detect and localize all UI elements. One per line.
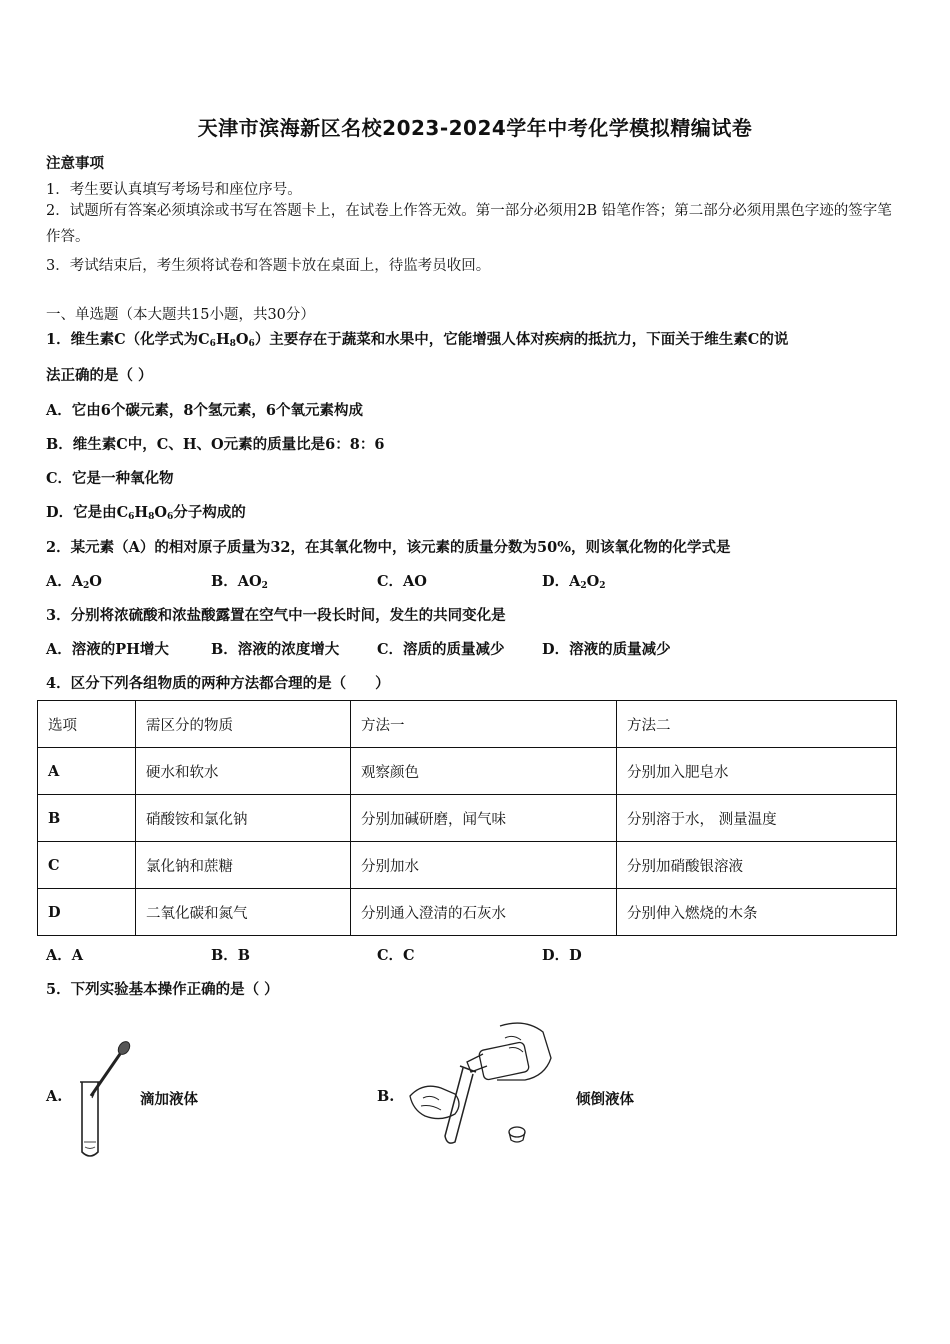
notice-heading: 注意事项: [46, 155, 104, 172]
notice-item-1: 1．考生要认真填写考场号和座位序号。: [46, 182, 302, 198]
question-1-option-d: D．它是由$C_6H_8O_6$分子构成的: [46, 504, 246, 522]
question-2-option-c: C．AO: [377, 573, 427, 590]
table-cell: 观察颜色: [351, 748, 617, 795]
question-4-table: [37, 700, 897, 936]
section-heading: 一、单选题（本大题共15小题，共30分）: [46, 307, 315, 323]
question-3-option-b: B．溶液的浓度增大: [211, 641, 340, 658]
table-cell: 分别溶于水， 测量温度: [617, 795, 897, 842]
table-cell: 硝酸铵和氯化钠: [136, 795, 351, 842]
table-cell: A: [38, 748, 136, 795]
table-header-cell: 方法一: [351, 701, 617, 748]
question-2-option-a: A．$A_2O$: [46, 573, 102, 591]
dropper-test-tube-illustration: [70, 1036, 140, 1164]
question-4-option-a: A．A: [46, 947, 84, 964]
figure-b-letter: B.: [377, 1088, 395, 1105]
question-4-option-c: C．C: [377, 947, 415, 964]
question-1-option-c: C．它是一种氧化物: [46, 470, 174, 487]
table-cell: C: [38, 842, 136, 889]
table-cell: 分别通入澄清的石灰水: [351, 889, 617, 936]
question-3-stem: 3．分别将浓硫酸和浓盐酸露置在空气中一段长时间，发生的共同变化是: [46, 607, 506, 624]
pouring-liquid-illustration: [405, 1018, 560, 1153]
table-header-row: [38, 701, 897, 748]
question-4-stem: 4．区分下列各组物质的两种方法都合理的是（ ）: [46, 675, 390, 692]
question-2-option-d: D．$A_2O_2$: [542, 573, 606, 591]
figure-a-caption: 滴加液体: [140, 1091, 198, 1108]
table-cell: D: [38, 889, 136, 936]
question-3-option-a: A．溶液的PH增大: [46, 641, 169, 658]
notice-item-3: 3．考试结束后，考生须将试卷和答题卡放在桌面上，待监考员收回。: [46, 258, 491, 274]
table-row: [38, 889, 897, 936]
table-cell: 硬水和软水: [136, 748, 351, 795]
exam-title: 天津市滨海新区名校2023-2024学年中考化学模拟精编试卷: [197, 116, 753, 140]
question-1-stem-cont: 法正确的是（ ）: [46, 367, 153, 384]
table-cell: 分别加水: [351, 842, 617, 889]
figure-b-caption: 倾倒液体: [576, 1091, 634, 1108]
table-cell: 分别伸入燃烧的木条: [617, 889, 897, 936]
question-1-option-a: A．它由6个碳元素，8个氢元素，6个氧元素构成: [46, 402, 364, 419]
question-4-option-d: D．D: [542, 947, 582, 964]
table-cell: 分别加碱研磨，闻气味: [351, 795, 617, 842]
table-cell: 分别加入肥皂水: [617, 748, 897, 795]
table-header-cell: 选项: [38, 701, 136, 748]
notice-item-2: 2．试题所有答案必须填涂或书写在答题卡上，在试卷上作答无效。第一部分必须用2B 铅笔作答；第二部分必须用黑色字迹的签字笔作答。: [46, 203, 892, 245]
question-2-option-b: B．$AO_2$: [211, 573, 268, 591]
table-header-cell: 方法二: [617, 701, 897, 748]
question-3-option-d: D．溶液的质量减少: [542, 641, 671, 658]
table-row: [38, 748, 897, 795]
question-4-option-b: B．B: [211, 947, 251, 964]
table-row: [38, 795, 897, 842]
question-5-stem: 5．下列实验基本操作正确的是（ ）: [46, 981, 279, 998]
table-cell: 氯化钠和蔗糖: [136, 842, 351, 889]
question-3-option-c: C．溶质的质量减少: [377, 641, 505, 658]
table-header-cell: 需区分的物质: [136, 701, 351, 748]
question-2-stem: 2．某元素（A）的相对原子质量为32，在其氧化物中，该元素的质量分数为50%，则该氧化物的化学式是: [46, 539, 731, 556]
table-cell: B: [38, 795, 136, 842]
question-1-option-b: B．维生素C中，C、H、O元素的质量比是6：8：6: [46, 436, 385, 453]
table-cell: 二氧化碳和氮气: [136, 889, 351, 936]
figure-a-letter: A.: [46, 1088, 63, 1105]
table-cell: 分别加硝酸银溶液: [617, 842, 897, 889]
table-row: [38, 842, 897, 889]
question-1-stem: 1．维生素C（化学式为$C_6H_8O_6$）主要存在于蔬菜和水果中，它能增强人体对疾病的抵抗力，下面关于维生素C的说: [46, 331, 789, 349]
